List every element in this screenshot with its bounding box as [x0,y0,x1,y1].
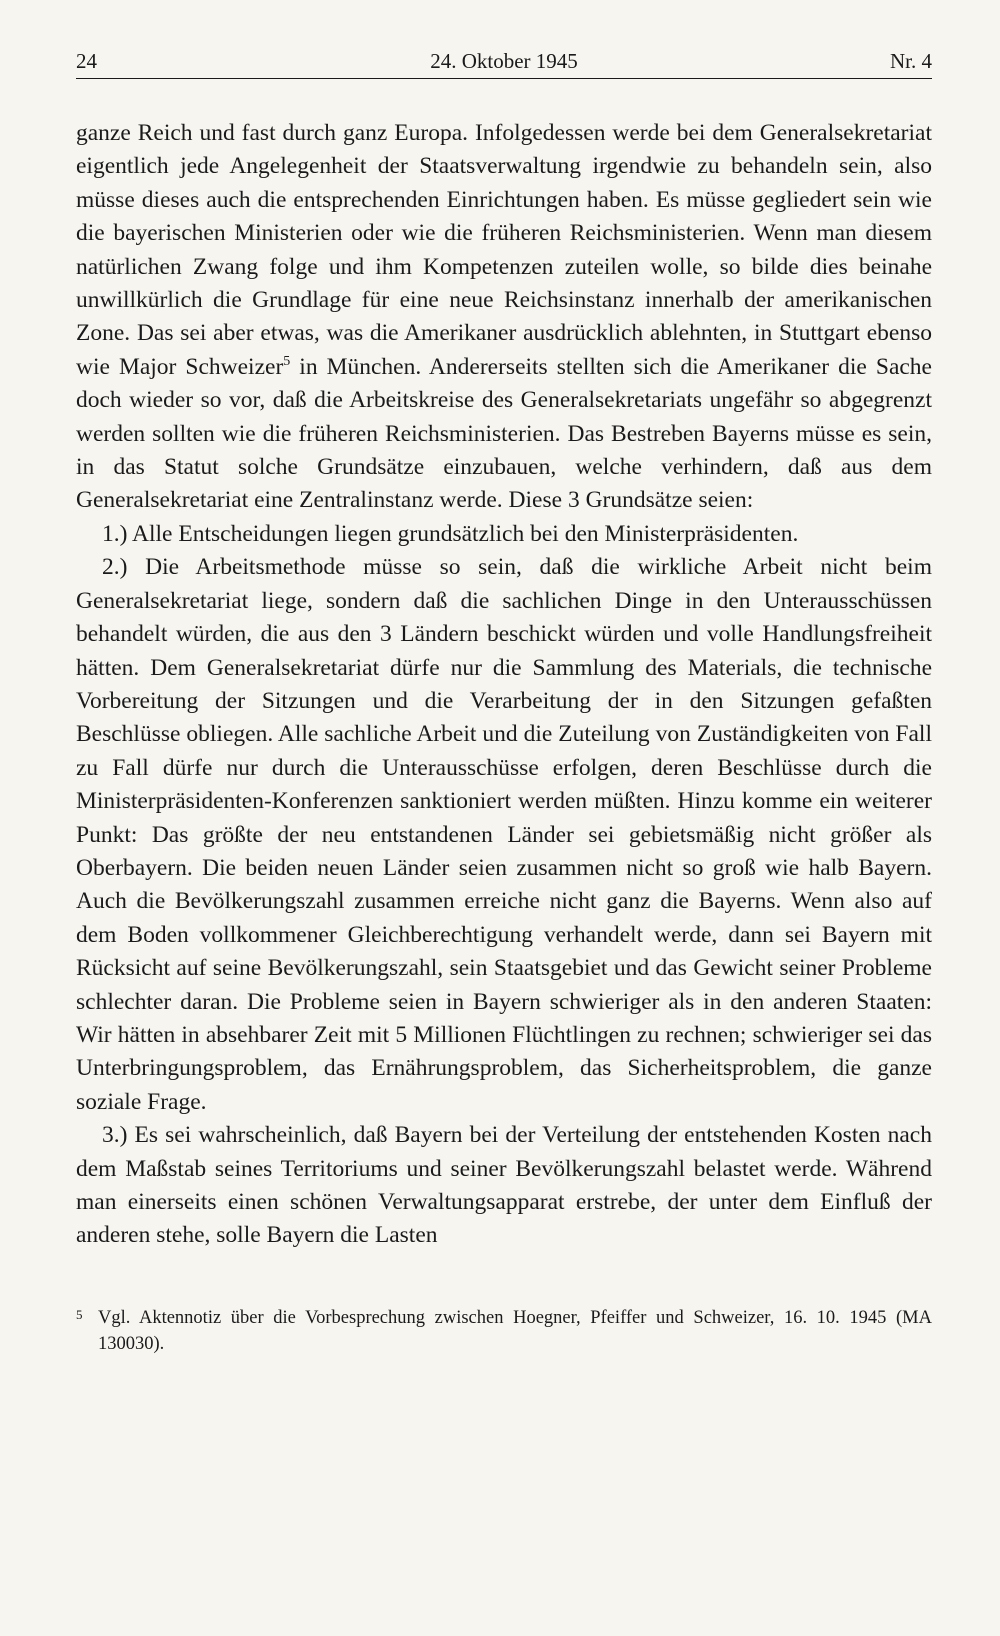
header-date: 24. Oktober 1945 [430,49,578,73]
footnote-text: Vgl. Aktennotiz über die Vorbesprechung zwischen Hoegner, Pfeiffer und Schweizer, 16. 10. 1945 (MA 130030). [98,1307,932,1354]
paragraph-text: ganze Reich und fast durch ganz Europa. Infolgedessen werde bei dem Generalsekretariat eigentlich jede Angelegenheit der Staatsverwaltung irgendwie zu behandeln sein, also müsse dieses auch die entsprechenden Einrichtungen haben. Es müsse gegliedert sein wie die bayerischen Ministerien oder wie die früheren Reichsministerien. Wenn man diesem natürlichen Zwang folge und ihm Kompetenzen zuteilen wolle, so bilde dies beinahe unwillkürlich die Grundlage für eine neue Reichsinstanz innerhalb der amerikanischen Zone. Das sei aber etwas, was die Amerikaner ausdrücklich ablehnten, in Stuttgart ebenso wie Major Schweizer [76,120,932,380]
page-number: 24 [76,49,97,73]
paragraph-text-continued: in München. Andererseits stellten sich die Amerikaner die Sache doch wieder so vor, daß die Arbeitskreise des Generalsekretariats ungefähr so abgegrenzt werden sollten wie die früheren Reichsministerien. Das Bestreben Bayerns müsse es sein, in das Statut solche Grundsätze einzubauen, welche verhindern, daß aus dem Generalsekretariat eine Zentralinstanz werde. Diese 3 Grundsätze seien: [76,353,932,514]
list-item-1: 1.) Alle Entscheidungen liegen grundsätzlich bei den Ministerpräsidenten. [102,520,799,547]
footnote-reference: 5 [283,353,291,369]
body-text [76,117,932,1253]
header-rule [76,78,932,79]
list-item-3: 3.) Es sei wahrscheinlich, daß Bayern bei der Verteilung der entstehenden Kosten nach dem Maßstab seines Territoriums und seiner Bevölkerungszahl belastet werde. Während man einerseits einen schönen Verwaltungsapparat erstrebe, der unter dem Einfluß der anderen stehe, solle Bayern die Lasten [76,1122,932,1249]
issue-number: Nr. 4 [890,49,932,73]
list-item-2: 2.) Die Arbeitsmethode müsse so sein, daß die wirkliche Arbeit nicht beim Generalsekretariat liege, sondern daß die sachlichen Dinge in den Unterausschüssen behandelt würden, die aus den 3 Ländern beschickt würden und volle Handlungsfreiheit hätten. Dem Generalsekretariat dürfe nur die Sammlung des Materials, die technische Vorbereitung der Sitzungen und die Verarbeitung der in den Sitzungen gefaßten Beschlüsse obliegen. Alle sachliche Arbeit und die Zuteilung von Zuständigkeiten von Fall zu Fall dürfe nur durch die Unterausschüsse erfolgen, deren Beschlüsse durch die Ministerpräsidenten-Konferenzen sanktioniert werden müßten. Hinzu komme ein weiterer Punkt: Das größte der neu entstandenen Länder sei gebietsmäßig nicht größer als Oberbayern. Die beiden neuen Länder seien zusammen nicht so groß wie halb Bayern. Auch die Bevölkerungszahl zusammen erreiche nicht ganz die Bayerns. Wenn also auf dem Boden vollkommener Gleichberechtigung verhandelt werde, dann sei Bayern mit Rücksicht auf seine Bevölkerungszahl, sein Staatsgebiet und das Gewicht seiner Probleme schlechter daran. Die Probleme seien in Bayern schwieriger als in den anderen Staaten: Wir hätten in absehbarer Zeit mit 5 Millionen Flüchtlingen zu rechnen; schwieriger sei das Unterbringungsproblem, das Ernährungsproblem, das Sicherheitsproblem, die ganze soziale Frage. [76,554,932,1115]
running-head [76,46,932,76]
footnote-mark: 5 [76,1306,83,1322]
document-page [76,46,932,1357]
footnote [76,1305,932,1357]
paragraph [76,117,932,518]
